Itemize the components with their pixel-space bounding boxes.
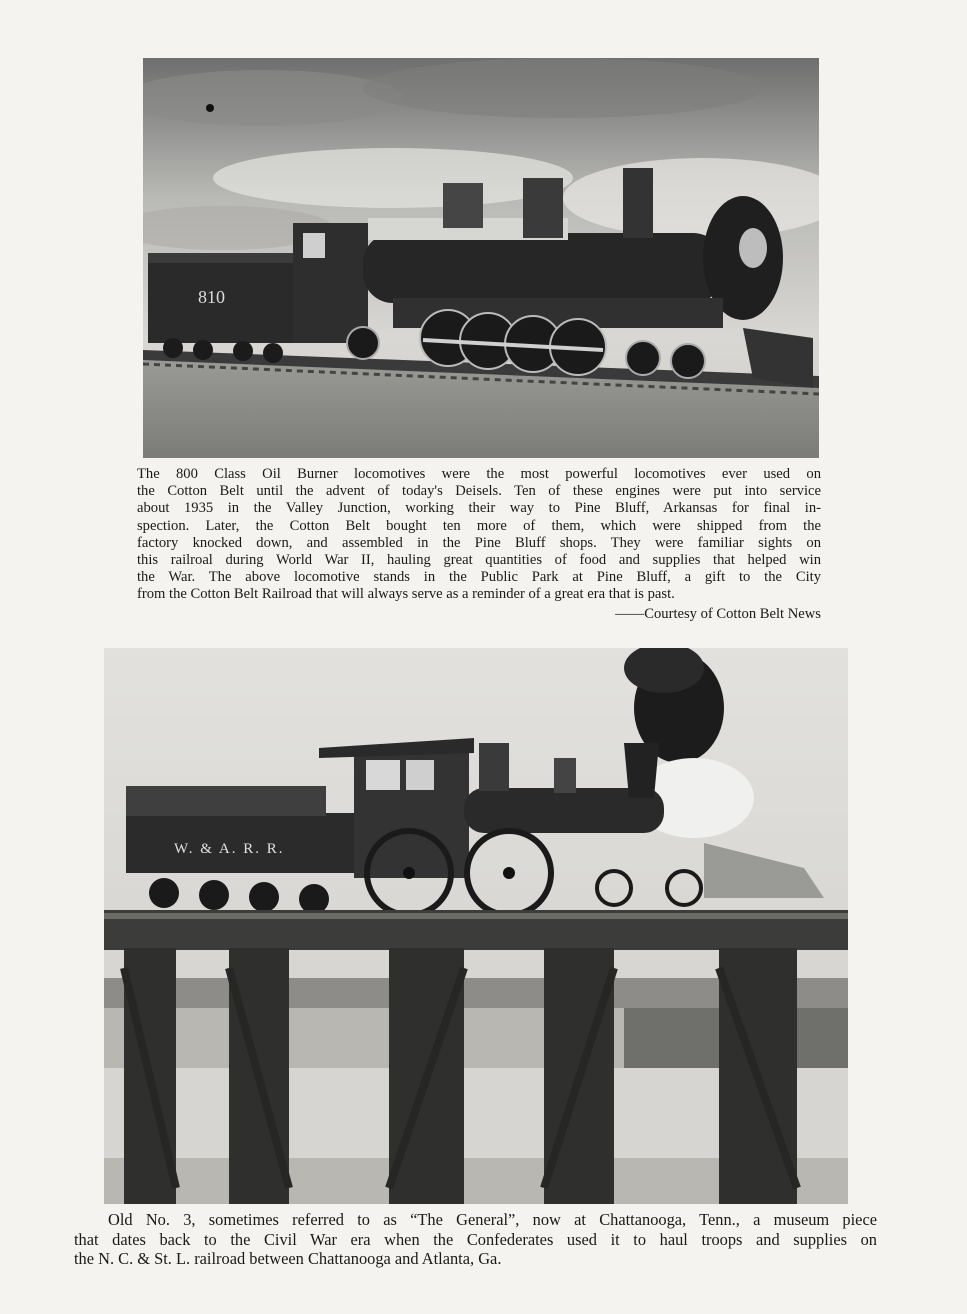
tender-lettering: W. & A. R. R. bbox=[174, 841, 285, 857]
caption-line: The 800 Class Oil Burner locomotives were the most powerful locomotives ever used on bbox=[137, 466, 821, 482]
caption-line: this railroal during World War II, hauling great quantities of food and supplies that helped win bbox=[137, 552, 821, 569]
locomotive-810-image bbox=[143, 58, 819, 458]
caption-line: about 1935 in the Valley Junction, working their way to Pine Bluff, Arkansas for final in- bbox=[137, 500, 821, 517]
caption-line: the War. The above locomotive stands in the Public Park at Pine Bluff, a gift to the City bbox=[137, 569, 821, 586]
the-general-caption bbox=[74, 1210, 877, 1269]
the-general-photo bbox=[104, 648, 848, 1204]
caption-line: that dates back to the Civil War era when the Confederates used it to haul troops and supplies on bbox=[74, 1229, 877, 1249]
caption-line: factory knocked down, and assembled in the Pine Bluff shops. They were familiar sights on bbox=[137, 534, 821, 551]
tender-number: 810 bbox=[198, 287, 225, 307]
caption-line: the Cotton Belt until the advent of today's Deisels. Ten of these engines were put into service bbox=[137, 483, 821, 500]
caption-line: the N. C. & St. L. railroad between Chattanooga and Atlanta, Ga. bbox=[74, 1249, 502, 1268]
the-general-image bbox=[104, 648, 848, 1204]
caption-line: spection. Later, the Cotton Belt bought ten more of them, which were shipped from the bbox=[137, 517, 821, 534]
photo-credit: ——Courtesy of Cotton Belt News bbox=[615, 606, 821, 622]
caption-line: from the Cotton Belt Railroad that will always serve as a reminder of a great era that is past. bbox=[137, 586, 675, 603]
locomotive-810-caption bbox=[137, 466, 821, 604]
locomotive-810-photo bbox=[143, 58, 819, 458]
caption-line: Old No. 3, sometimes referred to as “The General”, now at Chattanooga, Tenn., a museum piece bbox=[108, 1210, 877, 1229]
